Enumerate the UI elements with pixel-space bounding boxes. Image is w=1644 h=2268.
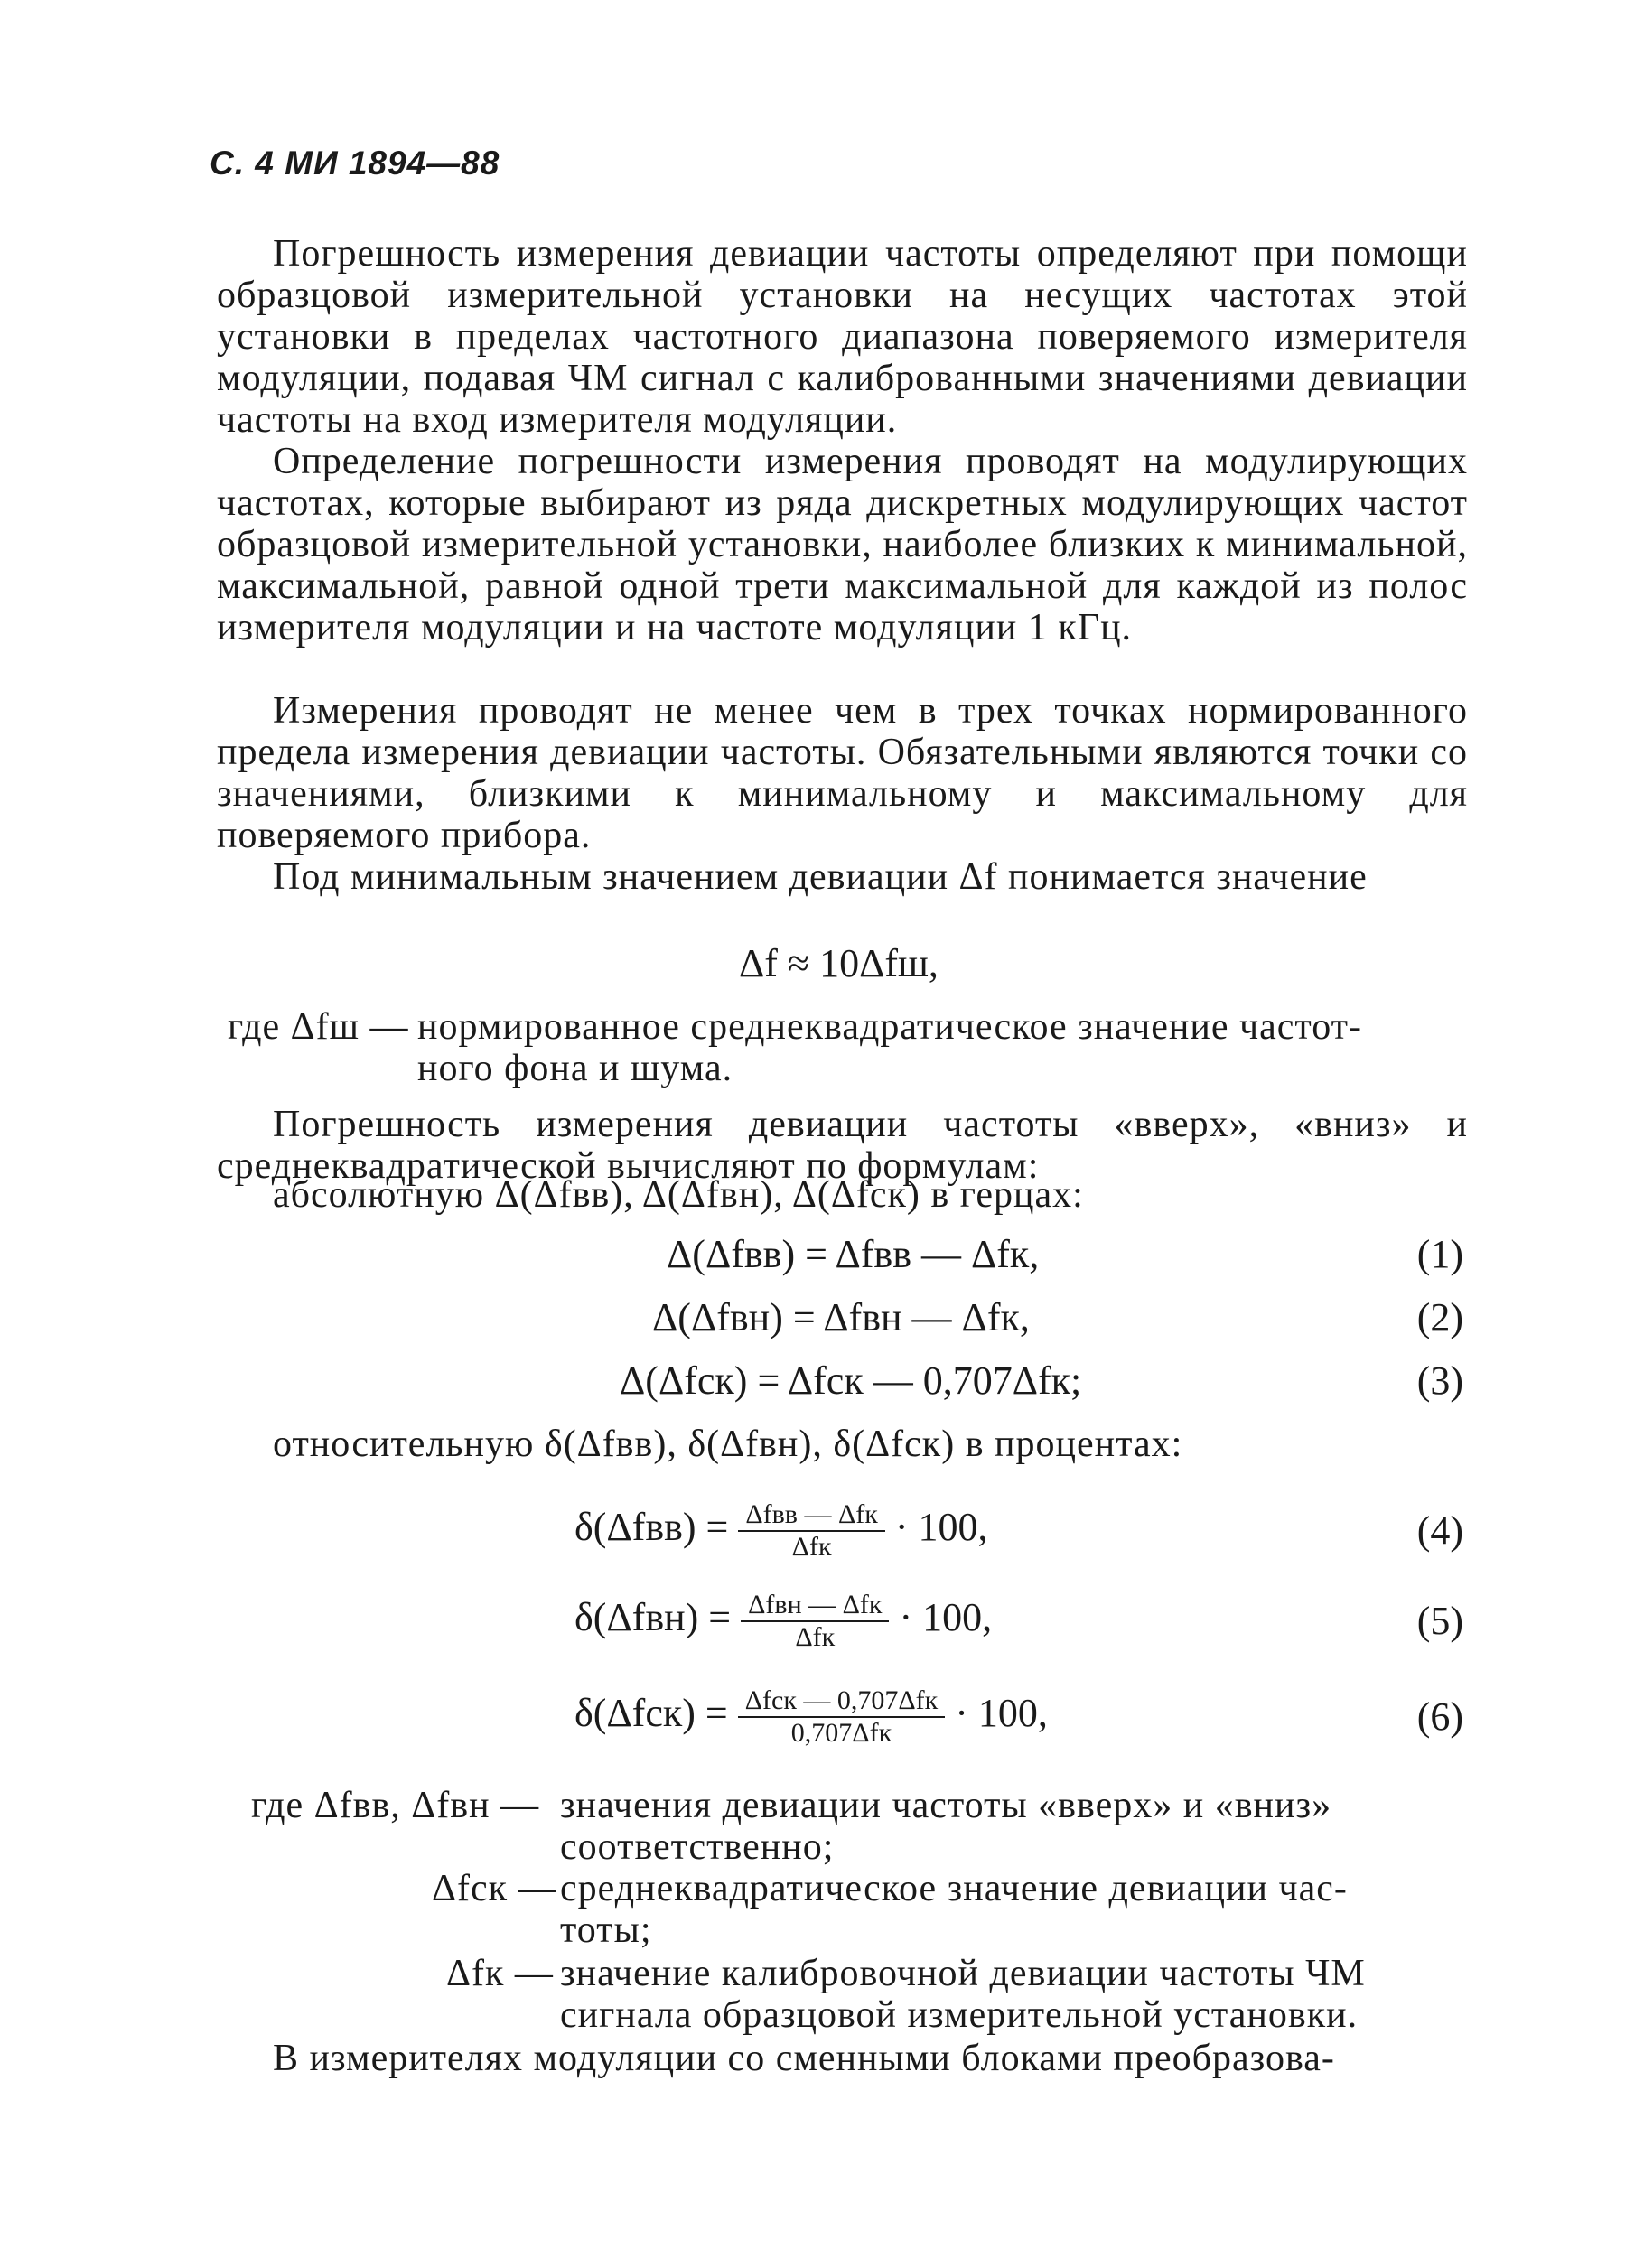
equation-2-number: (2): [1416, 1295, 1463, 1339]
equation-6-tail: · 100,: [955, 1691, 1048, 1736]
equation-4: [574, 1499, 988, 1563]
equation-4-numerator: Δfвв — Δfк: [738, 1499, 884, 1532]
paragraph-7: относительную δ(Δfвв), δ(Δfвн), δ(Δfск) в процентах:: [273, 1423, 1183, 1465]
def-2-text-1: среднеквадратическое значение девиации час-: [560, 1868, 1348, 1909]
def-3-lead: Δfк —: [446, 1953, 554, 1994]
page-header: С. 4 МИ 1894—88: [210, 145, 500, 182]
def-1-text-2: соответственно;: [560, 1826, 835, 1868]
equation-6: [574, 1685, 1048, 1749]
def-3-text-1: значение калибровочной девиации частоты ЧМ: [560, 1953, 1366, 1994]
equation-5-number: (5): [1416, 1599, 1463, 1643]
equation-4-tail: · 100,: [894, 1505, 988, 1550]
paragraph-8: В измерителях модуляции со сменными блоками преобразова-: [273, 2038, 1335, 2079]
def-3-text-2: сигнала образцовой измерительной установки.: [560, 1994, 1359, 2036]
equation-6-numerator: Δfск — 0,707Δfк: [738, 1685, 946, 1718]
def-1-lead: где Δfвв, Δfвн —: [251, 1785, 540, 1826]
paragraph-4: Под минимальным значением девиации Δf понимается значение: [273, 856, 1368, 898]
equation-5-fraction: [741, 1590, 889, 1653]
equation-4-number: (4): [1416, 1508, 1463, 1553]
equation-5-numerator: Δfвн — Δfк: [741, 1590, 889, 1622]
paragraph-1: Погрешность измерения девиации частоты определяют при помощи образцовой измерительной установки на несущих частотах этой установки в пределах частотного диапазона поверяемого измерителя модуляции, подавая ЧМ сигнал с калиброванными значениями девиации частоты на вход измерителя модуляции.: [217, 233, 1468, 441]
def-2-lead: Δfск —: [432, 1868, 557, 1909]
equation-3: Δ(Δfск) = Δfск — 0,707Δfк;: [620, 1358, 1082, 1403]
min-deviation-formula: Δf ≈ 10Δfш,: [739, 941, 939, 985]
equation-5-tail: · 100,: [899, 1595, 993, 1640]
equation-4-fraction: [738, 1499, 884, 1563]
equation-2: Δ(Δfвн) = Δfвн — Δfк,: [652, 1295, 1030, 1339]
min-def-text-1: нормированное среднеквадратическое значение частот-: [417, 1006, 1362, 1048]
min-def-text-2: ного фона и шума.: [417, 1048, 733, 1089]
paragraph-3: Измерения проводят не менее чем в трех точках нормированного предела измерения девиации частоты. Обязательными являются точки со значениями, близкими к минимальному и максимальному для поверяемого прибора.: [217, 690, 1468, 856]
equation-5-lhs: δ(Δfвн) =: [574, 1595, 732, 1640]
equation-6-lhs: δ(Δfск) =: [574, 1691, 728, 1736]
equation-6-denominator: 0,707Δfк: [790, 1718, 892, 1748]
paragraph-5: Погрешность измерения девиации частоты «вверх», «вниз» и среднеквадратической вычисляют по формулам:: [217, 1104, 1468, 1187]
min-def-lead: где Δfш —: [228, 1006, 409, 1048]
equation-1-number: (1): [1416, 1232, 1463, 1276]
equation-6-fraction: [738, 1685, 946, 1749]
equation-5: [574, 1590, 992, 1653]
equation-6-number: (6): [1416, 1694, 1463, 1739]
def-2-text-2: тоты;: [560, 1909, 652, 1951]
equation-3-number: (3): [1416, 1358, 1463, 1403]
equation-4-lhs: δ(Δfвв) =: [574, 1505, 729, 1550]
def-1-text-1: значения девиации частоты «вверх» и «вниз»: [560, 1785, 1332, 1826]
paragraph-2: Определение погрешности измерения проводят на модулирующих частотах, которые выбирают из ряда дискретных модулирующих частот образцовой измерительной установки, наиболее близких к минимальной, максимальной, равной одной трети максимальной для каждой из полос измерителя модуляции и на частоте модуляции 1 кГц.: [217, 441, 1468, 649]
equation-4-denominator: Δfк: [791, 1532, 832, 1562]
equation-5-denominator: Δfк: [795, 1622, 836, 1652]
equation-1: Δ(Δfвв) = Δfвв — Δfк,: [667, 1232, 1040, 1276]
paragraph-6: абсолютную Δ(Δfвв), Δ(Δfвн), Δ(Δfск) в герцах:: [273, 1174, 1084, 1216]
